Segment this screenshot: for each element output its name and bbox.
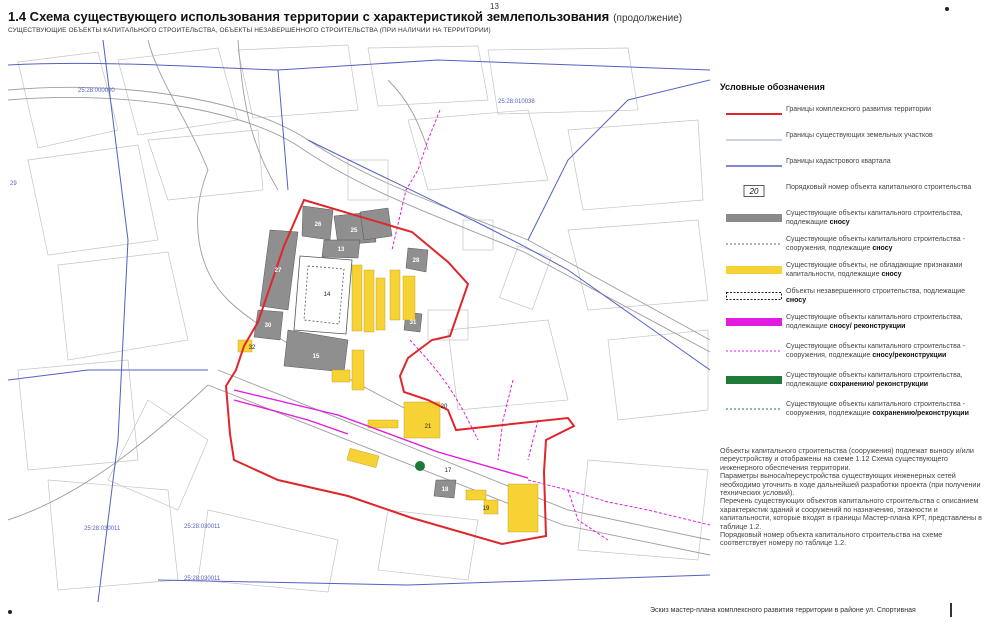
legend-item <box>720 236 990 256</box>
legend-item <box>720 210 990 230</box>
cadastral-label: 25:28:030011 <box>184 576 221 582</box>
building-number: 15 <box>312 354 320 360</box>
green-dashed-symbol <box>726 405 782 413</box>
note-paragraph: Перечень существующих объектов капитального строительства с описанием характеристик зданий и сооружений по назначению, этажности и капитальности, которые входят в границы Мастер-плана КРТ, представлены в таблице 1.2. <box>720 496 982 531</box>
unfinished-construction-symbol <box>726 292 782 300</box>
building-number: 31 <box>409 320 417 326</box>
legend-item <box>720 343 990 365</box>
legend-item <box>720 314 990 336</box>
legend-item-label: Существующие объекты капитального строительства, подлежащие сносу <box>786 210 963 226</box>
legend-item <box>720 106 990 126</box>
cadastral-label: 25:28:030011 <box>84 526 121 532</box>
note-paragraph: Порядковый номер объекта капитального строительства на схеме соответствует номеру по таблице 1.2. <box>720 530 943 548</box>
number-box-symbol <box>726 185 782 197</box>
page-title <box>8 9 682 24</box>
green-object <box>415 461 425 471</box>
base-parcels <box>18 45 708 592</box>
footer-caption: Эскиз мастер-плана комплексного развития территории в районе ул. Спортивная <box>650 607 916 614</box>
legend-item <box>720 262 990 282</box>
grey-fill-symbol <box>726 214 782 222</box>
building-number: 20 <box>440 404 448 410</box>
title-text: 1.4 Схема существующего использования территории с характеристикой землепользования <box>8 9 610 24</box>
building-number: 26 <box>314 222 322 228</box>
legend-item <box>720 288 990 308</box>
legend-item <box>720 158 990 178</box>
building-number: 25 <box>350 228 358 234</box>
legend-item-label: Границы существующих земельных участков <box>786 132 933 139</box>
corner-dot-top-right <box>945 7 949 11</box>
legend-item-label: Существующие объекты капитального строительства - сооружения, подлежащие сносу/реконструкции <box>786 343 965 359</box>
yellow-fill-symbol <box>726 266 782 274</box>
magenta-fill-symbol <box>726 318 782 326</box>
building-number: 28 <box>412 258 420 264</box>
title-suffix: (продолжение) <box>613 13 683 24</box>
number-box-text: 20 <box>749 187 759 196</box>
cadastral-label: 25:28:030011 <box>184 524 221 530</box>
legend-item-label: Объекты незавершенного строительства, подлежащие сносу <box>786 288 966 304</box>
magenta-dashed-symbol <box>726 347 782 355</box>
building-number: 19 <box>482 506 490 512</box>
legend-item-label: Порядковый номер объекта капитального строительства <box>786 184 972 191</box>
legend-item <box>720 132 990 152</box>
legend-item <box>720 401 990 423</box>
cadastral-label: 29 <box>10 181 17 187</box>
legend-item-label: Существующие объекты капитального строительства, подлежащие сохранению/ реконструкции <box>786 372 963 388</box>
legend <box>720 82 990 430</box>
legend-item-label: Существующие объекты капитального строительства - сооружения, подлежащие сносу <box>786 236 965 252</box>
building-number: 17 <box>444 468 452 474</box>
legend-item-label: Существующие объекты капитального строительства, подлежащие сносу/ реконструкции <box>786 314 963 330</box>
legend-item-label: Существующие объекты, не обладающие признаками капитальности, подлежащие сносу <box>786 262 963 278</box>
building-number: 32 <box>248 345 256 351</box>
legend-item-label: Границы комплексного развития территории <box>786 106 932 113</box>
legend-item <box>720 372 990 394</box>
footer-divider <box>950 603 952 617</box>
notes <box>720 447 982 548</box>
grey-dashed-symbol <box>726 240 782 248</box>
note-paragraph: Параметры выноса/переустройства существующих инженерных сетей необходимо уточнить в ходе дальнейшей разработки проекта (при получении технических условий). <box>720 471 981 498</box>
site-map <box>8 40 710 602</box>
note-paragraph: Объекты капитального строительства (сооружения) подлежат выносу и/или переустройству и отображены на схеме 1.12 Схема существующего инженерного обеспечения территории. <box>720 446 974 472</box>
corner-dot-bottom-left <box>8 610 12 614</box>
building-number: 21 <box>424 424 432 430</box>
thin-blue-line-symbol <box>726 136 782 144</box>
red-line-symbol <box>726 110 782 118</box>
cadastral-label: 25:28:010038 <box>498 99 535 105</box>
legend-item-label: Существующие объекты капитального строительства - сооружения, подлежащие сохранению/реконструкции <box>786 401 969 417</box>
page-number: 13 <box>490 2 499 11</box>
green-fill-symbol <box>726 376 782 384</box>
legend-title: Условные обозначения <box>720 82 825 92</box>
building-number: 18 <box>441 487 449 493</box>
building-number: 27 <box>274 268 282 274</box>
building-number: 14 <box>323 292 331 298</box>
building-number: 30 <box>264 323 272 329</box>
cadastral-label: 25:28:000000 <box>78 88 115 94</box>
page-subtitle: СУЩЕСТВУЮЩИЕ ОБЪЕКТЫ КАПИТАЛЬНОГО СТРОИТЕЛЬСТВА, ОБЪЕКТЫ НЕЗАВЕРШЕННОГО СТРОИТЕЛЬСТВА (ПРИ НАЛИЧИИ НА ТЕРРИТОРИИ) <box>8 27 491 34</box>
magenta-utility-lines <box>392 110 710 540</box>
legend-item-label: Границы кадастрового квартала <box>786 158 891 165</box>
building-number: 13 <box>337 247 345 253</box>
cadastral-line-symbol <box>726 162 782 170</box>
legend-item <box>720 184 990 204</box>
boundary-magenta-edge <box>234 390 528 478</box>
